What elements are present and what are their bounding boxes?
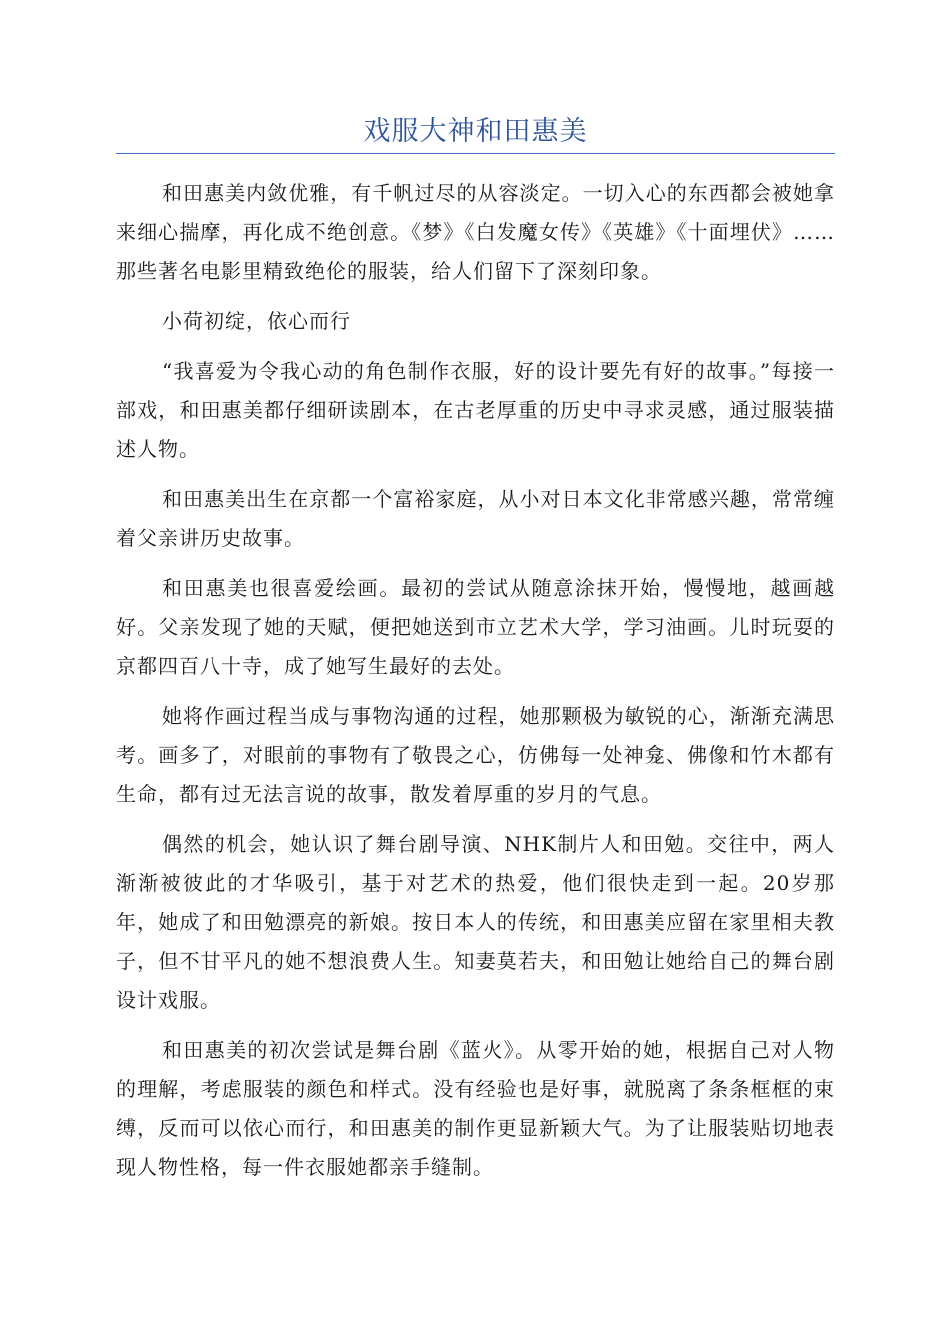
paragraph: 偶然的机会，她认识了舞台剧导演、NHK制片人和田勉。交往中，两人渐渐被彼此的才华吸引，基于对艺术的热爱，他们很快走到一起。20岁那年，她成了和田勉漂亮的新娘。按日本人的传统，和田惠美应留在家里相夫教子，但不甘平凡的她不想浪费人生。知妻莫若夫，和田勉让她给自己的舞台剧设计戏服。 bbox=[116, 832, 835, 1012]
paragraph: “我喜爱为令我心动的角色制作衣服，好的设计要先有好的故事。”每接一部戏，和田惠美都仔细研读剧本，在古老厚重的历史中寻求灵感，通过服装描述人物。 bbox=[116, 359, 835, 461]
paragraph: 和田惠美内敛优雅，有千帆过尽的从容淡定。一切入心的东西都会被她拿来细心揣摩，再化成不绝创意。《梦》《白发魔女传》《英雄》《十面埋伏》……那些著名电影里精致绝伦的服装，给人们留下了深刻印象。 bbox=[116, 181, 835, 283]
paragraph: 她将作画过程当成与事物沟通的过程，她那颗极为敏锐的心，渐渐充满思考。画多了，对眼前的事物有了敬畏之心，仿佛每一处神龛、佛像和竹木都有生命，都有过无法言说的故事，散发着厚重的岁月的气息。 bbox=[116, 704, 835, 806]
paragraph: 和田惠美出生在京都一个富裕家庭，从小对日本文化非常感兴趣，常常缠着父亲讲历史故事。 bbox=[116, 487, 835, 550]
paragraph: 和田惠美的初次尝试是舞台剧《蓝火》。从零开始的她，根据自己对人物的理解，考虑服装的颜色和样式。没有经验也是好事，就脱离了条条框框的束缚，反而可以依心而行，和田惠美的制作更显新颖大气。为了让服装贴切地表现人物性格，每一件衣服她都亲手缝制。 bbox=[116, 1038, 835, 1179]
paragraph: 和田惠美也很喜爱绘画。最初的尝试从随意涂抹开始，慢慢地，越画越好。父亲发现了她的天赋，便把她送到市立艺术大学，学习油画。儿时玩耍的京都四百八十寺，成了她写生最好的去处。 bbox=[116, 576, 835, 678]
section-heading: 小荷初绽，依心而行 bbox=[162, 309, 351, 333]
document-body bbox=[116, 174, 835, 1198]
document-title: 戏服大神和田惠美 bbox=[363, 116, 588, 147]
title-underline bbox=[116, 153, 835, 154]
